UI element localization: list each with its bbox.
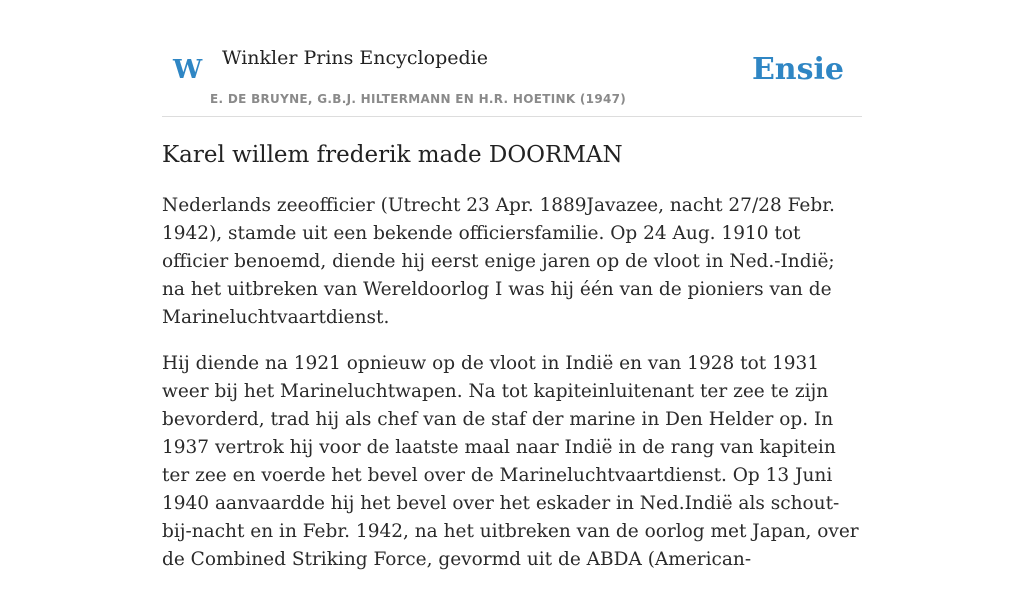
publication-title[interactable]: Winkler Prins Encyclopedie: [222, 47, 488, 69]
winkler-prins-logo[interactable]: W: [173, 55, 203, 85]
publication-authors: E. DE BRUYNE, G.B.J. HILTERMANN EN H.R. HOETINK (1947): [210, 92, 627, 106]
site-header: [162, 0, 862, 117]
article-title: Karel willem frederik made DOORMAN: [162, 142, 623, 168]
article-body: [162, 192, 862, 592]
ensie-logo[interactable]: Ensie: [751, 52, 844, 87]
article-paragraph: Nederlands zeeofficier (Utrecht 23 Apr. 1889Javazee, nacht 27/28 Febr. 1942), stamde uit een bekende officiersfamilie. Op 24 Aug. 1910 tot officier benoemd, diende hij eerst enige jaren op de vloot in Ned.-Indië; na het uitbreken van Wereldoorlog I was hij één van de pioniers van de Marineluchtvaartdienst.: [162, 195, 835, 328]
page-container: [162, 0, 862, 570]
article-paragraph: Hij diende na 1921 opnieuw op de vloot in Indië en van 1928 tot 1931 weer bij het Marineluchtwapen. Na tot kapiteinluitenant ter zee te zijn bevorderd, trad hij als chef van de staf der marine in Den Helder op. In 1937 vertrok hij voor de laatste maal naar Indië in de rang van kapitein ter zee en voerde het bevel over de Marineluchtvaartdienst. Op 13 Juni 1940 aanvaardde hij het bevel over het eskader in Ned.Indië als schout-bij-nacht en in Febr. 1942, na het uitbreken van de oorlog met Japan, over de Combined Striking Force, gevormd uit de ABDA (American-: [162, 353, 859, 570]
